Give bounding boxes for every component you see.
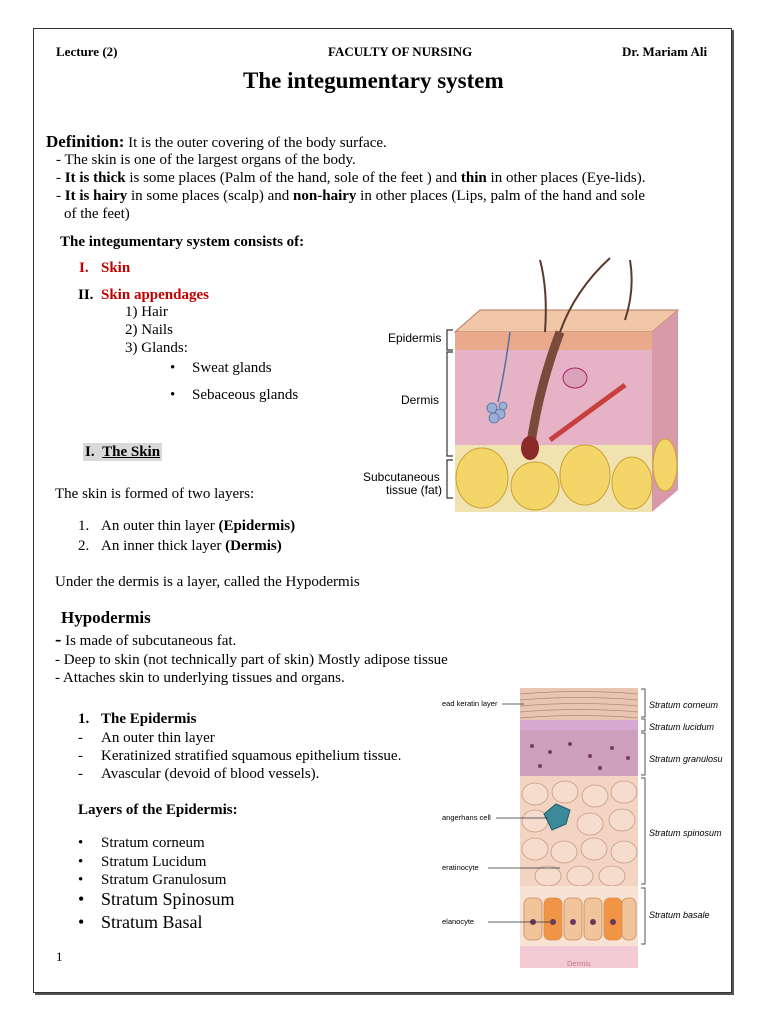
text: Stratum corneum (101, 835, 205, 851)
appendage-hair: 1) Hair (125, 304, 168, 320)
item-skin-appendages: Skin appendages (101, 287, 209, 303)
label-dermis-bottom: Dermis (567, 959, 591, 968)
consists-heading: The integumentary system consists of: (60, 234, 305, 250)
definition-bullet-3 (56, 187, 645, 205)
text: Stratum Granulosum (101, 872, 227, 888)
text: - (56, 188, 65, 204)
text-bold: thin (460, 170, 487, 186)
text: in other places (Eye-lids). (486, 170, 646, 186)
text: An outer thin layer (101, 518, 219, 534)
text-bold: It is thick (64, 170, 126, 186)
label-epidermis: Epidermis (388, 331, 442, 345)
label-stratum-granulosum: Stratum granulosu (649, 754, 723, 764)
label-stratum-lucidum: Stratum lucidum (649, 722, 715, 732)
epidermis-layers-figure (440, 686, 723, 970)
label-langerhans: angerhans cell (442, 813, 491, 822)
definition-label: Definition: (46, 132, 125, 151)
layer-lucidum: • Stratum Lucidum (78, 854, 207, 870)
item-skin: Skin (101, 260, 131, 276)
layer-granulosum: • Stratum Granulosum (78, 872, 227, 888)
skin-section-heading (83, 443, 162, 461)
hypodermis-heading: Hypodermis (61, 608, 151, 627)
text-bold: (Epidermis) (218, 518, 296, 534)
text: Sebaceous glands (192, 387, 299, 403)
epidermis-heading (78, 710, 196, 728)
epidermis-point-1: - An outer thin layer (78, 730, 215, 746)
label-subcutaneous: Subcutaneous (363, 470, 440, 484)
text: - The skin is one of the largest organs of the body. (56, 152, 356, 168)
header-author: Dr. Mariam Ali (622, 44, 708, 59)
text: Avascular (devoid of blood vessels). (101, 766, 320, 782)
dash: - (55, 629, 62, 650)
label-melanocyte: elanocyte (442, 917, 475, 926)
text: in other places (Lips, palm of the hand and sole (356, 188, 646, 204)
text: An outer thin layer (101, 730, 215, 746)
section-title: The Skin (102, 444, 161, 460)
item-num-2: II. (78, 287, 94, 303)
appendage-nails: 2) Nails (125, 322, 173, 338)
text: An inner thick layer (101, 538, 226, 554)
hypodermis-intro: Under the dermis is a layer, called the Hypodermis (55, 574, 360, 590)
hypodermis-line-1 (55, 631, 236, 650)
page-number: 1 (56, 949, 63, 964)
label-keratinocyte: eratinocyte (442, 863, 479, 872)
text: Stratum Basal (101, 912, 203, 932)
text: in some places (scalp) and (127, 188, 294, 204)
skin-intro: The skin is formed of two layers: (55, 486, 255, 502)
text: Stratum Spinosum (101, 889, 235, 909)
text-bold: non-hairy (293, 188, 357, 204)
definition-bullet-3-cont: of the feet) (64, 206, 130, 222)
num: 1. (78, 518, 90, 534)
skin-layer-1 (78, 517, 295, 535)
hypodermis-line-2: - Deep to skin (not technically part of skin) Mostly adipose tissue (55, 652, 448, 668)
text: - (56, 170, 65, 186)
epidermis-point-3: - Avascular (devoid of blood vessels). (78, 766, 320, 782)
label-stratum-basale: Stratum basale (649, 910, 710, 920)
text: Stratum Lucidum (101, 854, 207, 870)
layer-basal: • Stratum Basal (78, 912, 203, 932)
text: Keratinized stratified squamous epithelium tissue. (101, 748, 402, 764)
definition-bullet-2 (56, 169, 645, 187)
header-lecture: Lecture (2) (56, 44, 118, 59)
gland-sweat: • Sweat glands (170, 360, 272, 376)
text: is some places (Palm of the hand, sole of the feet ) and (125, 170, 461, 186)
text: Sweat glands (192, 360, 272, 376)
label-dermis: Dermis (401, 393, 439, 407)
epidermis-point-2: - Keratinized stratified squamous epithelium tissue. (78, 748, 402, 764)
skin-cross-section-figure (360, 250, 720, 512)
header-faculty: FACULTY OF NURSING (328, 44, 473, 59)
skin-layer-2 (78, 537, 282, 555)
definition-line (46, 133, 387, 152)
appendage-glands: 3) Glands: (125, 340, 188, 356)
num: 2. (78, 538, 90, 554)
section-num: I. (85, 444, 95, 460)
text-bold: It is hairy (64, 188, 128, 204)
text-bold: (Dermis) (225, 538, 282, 554)
label-dead-keratin: ead keratin layer (442, 699, 498, 708)
label-stratum-corneum: Stratum corneum (649, 700, 719, 710)
text: Is made of subcutaneous fat. (61, 633, 237, 649)
page-title: The integumentary system (243, 68, 504, 93)
layer-corneum: • Stratum corneum (78, 835, 205, 851)
item-num-1: I. (79, 260, 89, 276)
definition-bullet-1 (56, 151, 356, 169)
title: The Epidermis (101, 711, 197, 727)
gland-sebaceous: • Sebaceous glands (170, 387, 299, 403)
label-stratum-spinosum: Stratum spinosum (649, 828, 722, 838)
label-tissue-fat: tissue (fat) (386, 483, 443, 497)
epidermis-layers-heading: Layers of the Epidermis: (78, 802, 238, 818)
hypodermis-line-3: - Attaches skin to underlying tissues and organs. (55, 670, 345, 686)
layer-spinosum: • Stratum Spinosum (78, 889, 235, 909)
definition-text: It is the outer covering of the body surface. (124, 135, 387, 151)
num: 1. (78, 711, 90, 727)
